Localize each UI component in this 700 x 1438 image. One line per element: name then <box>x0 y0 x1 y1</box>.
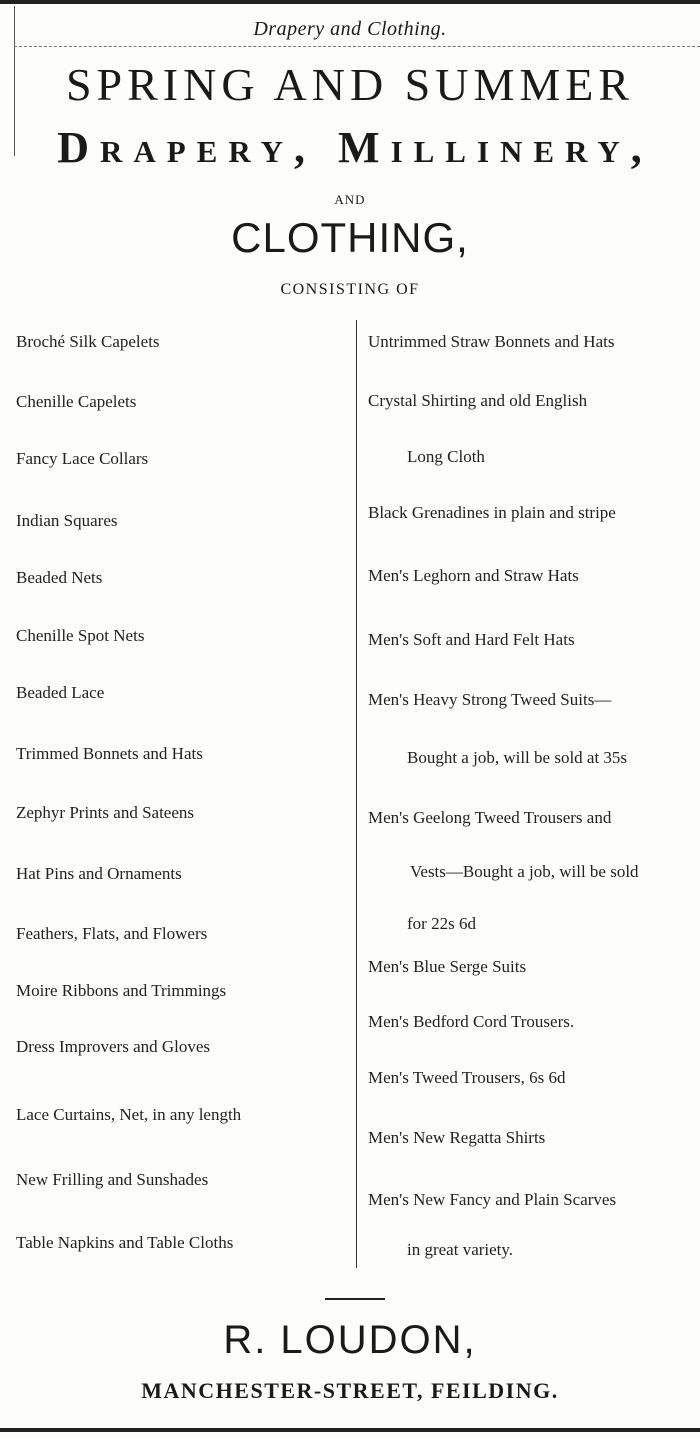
list-item: Men's Leghorn and Straw Hats <box>368 566 579 585</box>
list-item-continued: Long Cloth <box>407 447 485 466</box>
list-item: Men's Bedford Cord Trousers. <box>368 1012 575 1031</box>
list-item: Broché Silk Capelets <box>16 332 160 351</box>
list-item: Men's New Fancy and Plain Scarves <box>368 1190 617 1209</box>
list-item: Indian Squares <box>16 511 118 530</box>
list-item-continued: in great variety. <box>407 1240 514 1259</box>
list-item-continued: for 22s 6d <box>407 914 476 933</box>
list-item: Chenille Spot Nets <box>16 626 145 645</box>
list-item: Men's Heavy Strong Tweed Suits— <box>368 690 612 709</box>
headline-clothing: CLOTHING, <box>231 214 469 261</box>
headline-spring-summer: SPRING AND SUMMER <box>65 59 635 110</box>
list-item: Men's Tweed Trousers, 6s 6d <box>368 1068 566 1087</box>
list-item: Table Napkins and Table Cloths <box>16 1233 234 1252</box>
list-item: Men's New Regatta Shirts <box>368 1128 546 1147</box>
list-item: Men's Soft and Hard Felt Hats <box>368 630 575 649</box>
list-item: Men's Geelong Tweed Trousers and <box>368 808 612 827</box>
list-item: Hat Pins and Ornaments <box>16 864 182 883</box>
list-item: Lace Curtains, Net, in any length <box>16 1105 242 1124</box>
list-item: Zephyr Prints and Sateens <box>16 803 194 822</box>
list-item: Feathers, Flats, and Flowers <box>16 924 208 943</box>
headline-drapery-millinery: Drapery, Millinery, <box>57 123 653 172</box>
list-item: Crystal Shirting and old English <box>368 391 588 410</box>
top-border-rule <box>0 0 700 4</box>
footer-divider <box>325 1298 385 1300</box>
list-item: Chenille Capelets <box>16 392 137 411</box>
list-item: Trimmed Bonnets and Hats <box>16 744 203 763</box>
list-item: Dress Improvers and Gloves <box>16 1037 211 1056</box>
list-item: New Frilling and Sunshades <box>16 1170 209 1189</box>
consisting-of-label: CONSISTING OF <box>280 281 420 298</box>
merchant-name: R. LOUDON, <box>223 1318 477 1362</box>
list-item: Men's Blue Serge Suits <box>368 957 527 976</box>
merchant-address: MANCHESTER-STREET, FEILDING. <box>141 1378 559 1403</box>
list-item-continued: Bought a job, will be sold at 35s <box>407 748 628 767</box>
list-item: Beaded Lace <box>16 683 105 702</box>
list-item: Fancy Lace Collars <box>16 449 149 468</box>
list-item: Moire Ribbons and Trimmings <box>16 981 227 1000</box>
column-divider <box>356 320 357 1268</box>
section-divider <box>14 46 700 47</box>
bottom-border-rule <box>0 1428 700 1432</box>
section-heading: Drapery and Clothing. <box>253 18 447 40</box>
list-item: Black Grenadines in plain and stripe <box>368 503 616 522</box>
list-item-continued: Vests—Bought a job, will be sold <box>410 862 639 881</box>
list-item: Beaded Nets <box>16 568 103 587</box>
list-item: Untrimmed Straw Bonnets and Hats <box>368 332 615 351</box>
and-word: AND <box>334 192 366 207</box>
